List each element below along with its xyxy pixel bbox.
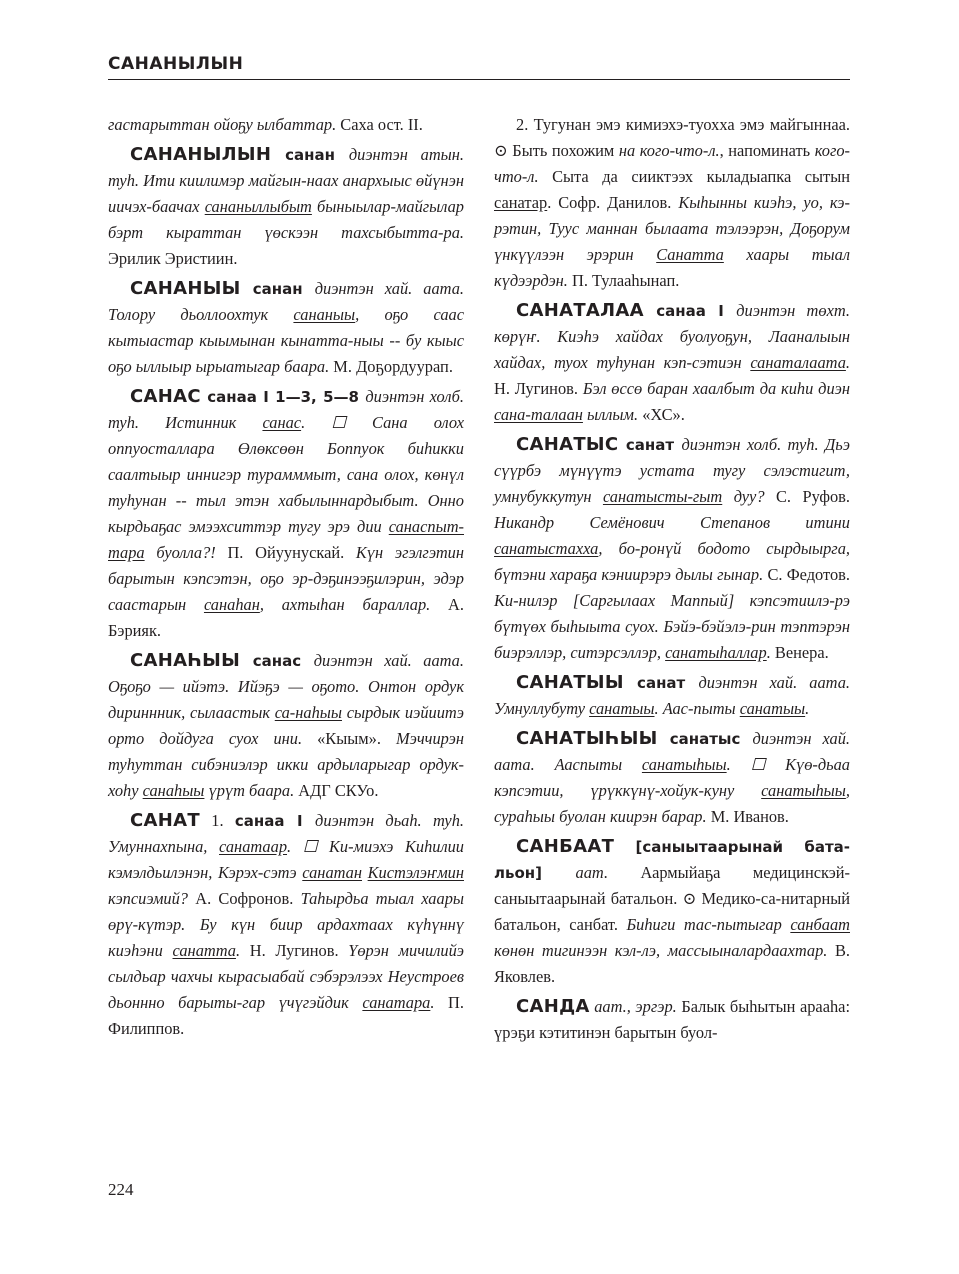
citation: АДГ СКУо.	[294, 781, 379, 800]
underlined-form: санатыы	[739, 699, 806, 718]
example-text: .	[235, 941, 241, 960]
citation: Саха ост. II.	[336, 115, 423, 134]
example-text: Ки-нилэр [Саргылаах Маппый] кэпсэтиилэ-рэ бүтүөх быһыыта суох. Бэйэ-бэйэлэ-рин тэптэрэн биэрэллэр, ситэрсэллэр,	[494, 591, 850, 662]
dictionary-entry	[108, 808, 464, 1042]
example-text: хаары тыал күдээрдэн.	[494, 245, 850, 290]
citation: М. Доҕордуурап.	[329, 357, 453, 376]
underlined-form: санатаар	[219, 837, 288, 856]
russian-gloss: ⊙ Быть похожим	[494, 141, 619, 160]
headword: САНАТЫС	[516, 434, 619, 455]
definition: диэнтэн хай. аата. Оҕоҕо — ийэтэ. Ийэҕэ — оҕото. Онтон ордук дириннник, сылаастык	[108, 651, 464, 722]
example-text: . ☐ Күө-дьаа кэпсэтии, үрүккүнү-хойук-куну	[494, 755, 850, 800]
example-text: ыллым.	[582, 405, 639, 424]
definition: диэнтэн дьаһ. туһ. Умуннахпына,	[108, 811, 464, 856]
example-text: көнөн тигинээн кэл-лэ, массыыналардаахтар.	[494, 941, 828, 960]
example-text: Биһиги тас-пытыгар	[617, 915, 791, 934]
citation: Н. Лугинов.	[240, 941, 339, 960]
source-word: санан	[240, 280, 315, 298]
example-text: буолла?!	[144, 543, 216, 562]
example-text: .	[430, 993, 435, 1012]
page-number: 224	[108, 1180, 134, 1199]
example-text: Үөрэн мичилийэ сылдьар чахчы кырасыабай сэбэрэлээх Неустроев дьоннно барыты-гар үчүгэйдик	[108, 941, 464, 1012]
running-head-title: САНАНЫЛЫН	[108, 54, 244, 74]
citation: П. Ойуунускай.	[215, 543, 345, 562]
header-rule	[108, 79, 850, 80]
example-text: кэпсиэмий?	[108, 889, 188, 908]
definition: диэнтэн төхт. көрүҥ. Киэһэ хайдах буолуоҕун, Лааналыын хайдах, туох туһунан кэп-сэтиэн	[494, 301, 850, 372]
definition: диэнтэн хай. аата. Умнуллубуту	[494, 673, 850, 718]
example-text: .	[845, 353, 850, 372]
sense-number: 1.	[199, 811, 235, 830]
part-of-speech: аат., эргэр.	[589, 997, 677, 1016]
definition: диэнтэн хай. аата. Толору дьоллоохтук	[108, 279, 464, 324]
citation: С. Федотов.	[763, 565, 850, 584]
example-text: гастарыттан ойоҕу ылбаттар.	[108, 115, 337, 134]
right-column	[494, 112, 850, 1050]
citation: Эрилик Эристиин.	[108, 249, 238, 268]
definition: Балык быһытын арааһа: үрэҕи кэтитинэн барытын буол-	[494, 997, 850, 1042]
underlined-form: сана-талаан	[494, 405, 583, 424]
headword: САНАС	[130, 386, 201, 407]
headword: САНАТ	[130, 810, 200, 831]
example-text: Сыта да сииктээх кыладыапка сытын	[538, 167, 850, 186]
example-text: , ахтыһан бараллар.	[259, 595, 431, 614]
citation: М. Иванов.	[706, 807, 789, 826]
headword: САНДА	[516, 996, 590, 1017]
source-word: санан	[271, 146, 349, 164]
underlined-form: санаһыы	[142, 781, 205, 800]
definition: диэнтэн атын. туһ. Ити киилимэр майгын-наах анархыыс өйүнэн иичэх-баачах	[108, 145, 464, 216]
source-word: санат	[618, 436, 682, 454]
underlined-form: санатысты-гыт	[602, 487, 723, 506]
citation: Н. Лугинов.	[494, 379, 578, 398]
entry-continuation	[108, 112, 464, 138]
underlined-form: Кистэлэҥмин	[367, 863, 464, 882]
example-text: . ☐ Ки-миэхэ Киһилии кэмэлдьилэнэн, Кэрэх-сэтэ	[108, 837, 464, 882]
dictionary-entry	[494, 670, 850, 722]
running-header	[108, 54, 850, 74]
headword: САНАНЫЛЫН	[130, 144, 272, 165]
source-word: санаа I	[643, 302, 737, 320]
headword: САНАТЫҺЫЫ	[516, 728, 658, 749]
source-word: санас	[240, 652, 314, 670]
example-text: . Аас-пыты	[654, 699, 740, 718]
source-word: санаа I 1—3, 5—8	[200, 388, 366, 406]
source-word: [саныытаарынай бата-льон]	[494, 838, 850, 882]
example-text: сырдык иэйиитэ орто дойдуга суох ини.	[108, 703, 464, 748]
definition: диэнтэн холб. туһ. Дьэ сүүрбэ мүнүүтэ устата тугу сэлэстигит, умнубуккутун	[494, 435, 850, 506]
citation: А. Бэрияк.	[108, 595, 464, 640]
underlined-form: санаһан	[203, 595, 260, 614]
citation: В. Яковлев.	[494, 941, 850, 986]
underlined-form: Санатта	[656, 245, 724, 264]
underlined-form: санатар	[494, 193, 548, 212]
example-text: .	[805, 699, 810, 718]
example-text: Кыһынны киэһэ, уо, кэ-рэтин, Туус маннан былаата тэлээрэн, Доҕорум үнкүүлээн эрэрин	[494, 193, 850, 264]
dictionary-entry	[108, 648, 464, 804]
citation: С. Руфов.	[764, 487, 851, 506]
underlined-form: санатыы	[589, 699, 655, 718]
citation: «Кыым».	[302, 729, 381, 748]
example-text: быныылар-майгылар бэрт кыраттан үөскээн тахсыбытта-ра.	[108, 197, 464, 242]
underlined-form: санас	[262, 413, 302, 432]
underlined-form: санбаат	[790, 915, 850, 934]
example-text: .	[766, 643, 771, 662]
dictionary-entry	[108, 384, 464, 644]
part-of-speech: аат.	[575, 863, 609, 882]
example-text: Күн эгэлгэтин барытын кэпсэтэн, оҕо эр-дэҕинээҕилэрин, эдэр саастарын	[108, 543, 464, 614]
definition: диэнтэн хай. аата. Ааспыты	[494, 729, 851, 774]
underlined-form: санаспыт-тара	[108, 517, 464, 562]
definition: диэнтэн холб. туһ. Истинник	[108, 387, 465, 432]
dictionary-entry	[494, 834, 850, 990]
citation: П. Филиппов.	[108, 993, 464, 1038]
citation: Венера.	[770, 643, 829, 662]
example-text: , оҕо саас кытыастар кыымынан кынатта-ныы -- бу кыыс оҕо ыллыыр ырыатыгар баара.	[108, 305, 464, 376]
example-text: Мэччирэн туһуттан сибэниэлэр икки ардыларыгар ордук-хоһу	[108, 729, 464, 800]
citation: А. Софронов.	[188, 889, 294, 908]
underlined-form: санатта	[172, 941, 236, 960]
source-word: санат	[623, 674, 699, 692]
source-word: санатыс	[657, 730, 753, 748]
source-word: санаа I	[234, 812, 316, 830]
example-text: Никандр Семёнович Степанов итини	[494, 513, 850, 532]
underlined-form: санатыһаллар	[665, 643, 767, 662]
dictionary-entry	[494, 994, 850, 1046]
dictionary-entry	[494, 298, 850, 428]
underlined-form: санатан	[302, 863, 363, 882]
dictionary-entry	[494, 726, 850, 830]
citation: «ХС».	[638, 405, 685, 424]
russian-gloss: , напоминать	[719, 141, 815, 160]
example-text: , сураһыы буолан киирэн барар.	[494, 781, 850, 826]
example-text: үрүт баара.	[204, 781, 295, 800]
definition: Аармыйаҕа медицинскэй-саныытаарынай батальон. ⊙ Медико-са-нитарный батальон, санбат.	[494, 863, 850, 934]
underlined-form: санатыстахха	[494, 539, 599, 558]
underlined-form: сананыллыбыт	[204, 197, 312, 216]
citation: Софр. Данилов.	[551, 193, 672, 212]
example-text: , бо-ронүй бодото сырдыырга, бүтэни хараҕа кэниирэрэ дылы гынар.	[494, 539, 850, 584]
example-text: . ☐ Сана олох оппуосталлара Өлөксөөн Боппуок биһикки саалтыыр иннигэр турамммыт, сана олох, көнүл туһунан -- тыл этэн хабылыннардыбыт. Онно кырдьаҕас эмээхситтэр тугу эрэ дии	[108, 413, 464, 536]
example-text: Бэл өссө баран хаалбыт да киһи диэн	[577, 379, 851, 398]
definition: 2. Тугунан эмэ кимиэхэ-туохха эмэ майгыннаа.	[516, 115, 850, 134]
russian-gloss-italic: кого-что-л.	[494, 141, 850, 186]
dictionary-entry	[494, 432, 850, 666]
underlined-form: санатыһыы	[761, 781, 846, 800]
headword: САНАНЫЫ	[130, 278, 241, 299]
underlined-form: санатыһыы	[641, 755, 727, 774]
dictionary-entry	[108, 276, 464, 380]
left-column	[108, 112, 464, 1046]
dictionary-entry	[108, 142, 464, 272]
entry-sense	[494, 112, 850, 294]
example-text: дуу?	[722, 487, 765, 506]
russian-gloss-italic: на кого-что-л.	[618, 141, 720, 160]
headword: САНБААТ	[516, 836, 615, 857]
example-text: .	[547, 193, 552, 212]
citation: П. Тулааһынап.	[567, 271, 680, 290]
underlined-form: са-наһыы	[274, 703, 342, 722]
underlined-form: сананыы	[293, 305, 356, 324]
underlined-form: санатара	[362, 993, 431, 1012]
example-text: Таһырдьа тыал хаары өрү-күтэр. Бу күн биир ардахтаах күһүннү киэһэни	[108, 889, 464, 960]
headword: САНАҺЫЫ	[130, 650, 241, 671]
headword: САНАТАЛАА	[516, 300, 644, 321]
headword: САНАТЫЫ	[516, 672, 624, 693]
underlined-form: санаталаата	[750, 353, 846, 372]
